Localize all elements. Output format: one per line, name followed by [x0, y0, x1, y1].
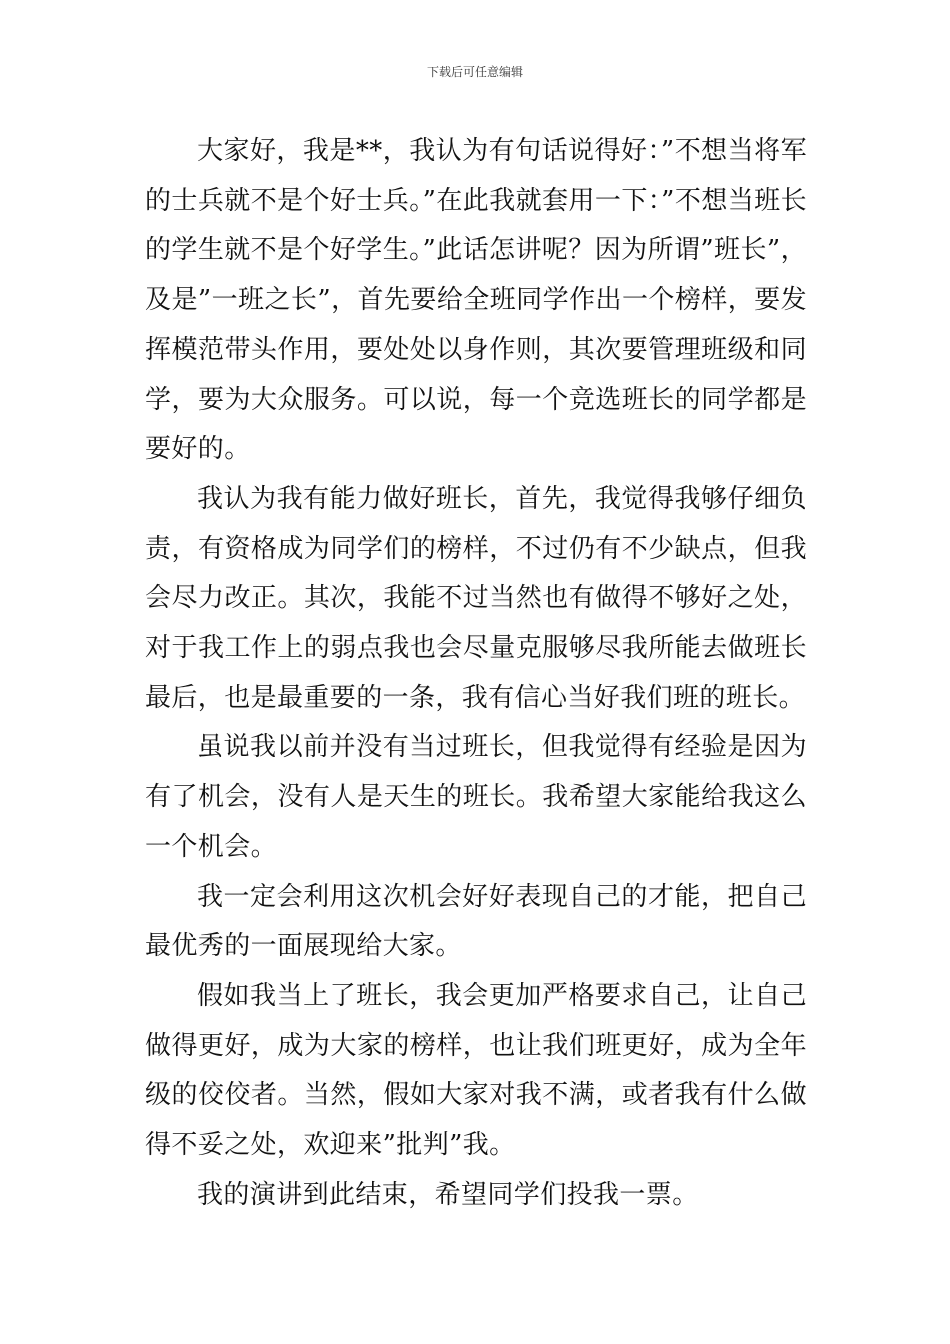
- paragraph-4: 我一定会利用这次机会好好表现自己的才能，把自己最优秀的一面展现给大家。: [145, 881, 807, 962]
- paragraph-1: 大家好，我是**，我认为有句话说得好：”不想当将军的士兵就不是个好士兵。”在此我就套用一下：”不想当班长的学生就不是个好学生。”此话怎讲呢？因为所谓”班长”，及是”一班之长”，首先要给全班同学作出一个榜样，要发挥模范带头作用，要处处以身作则，其次要管理班级和同学，要为大众服务。可以说，每一个竞选班长的同学都是要好的。: [145, 136, 807, 465]
- speech-body: [145, 127, 807, 1220]
- page-header: 下载后可任意编辑: [426, 65, 523, 79]
- paragraph-6: 我的演讲到此结束，希望同学们投我一票。: [197, 1179, 699, 1210]
- paragraph-5: 假如我当上了班长，我会更加严格要求自己，让自己做得更好，成为大家的榜样，也让我们班更好，成为全年级的佼佼者。当然，假如大家对我不满，或者我有什么做得不妥之处，欢迎来”批判”我。: [145, 980, 807, 1161]
- paragraph-2: 我认为我有能力做好班长，首先，我觉得我够仔细负责，有资格成为同学们的榜样，不过仍有不少缺点，但我会尽力改正。其次，我能不过当然也有做得不够好之处，对于我工作上的弱点我也会尽量克服够尽我所能去做班长最后，也是最重要的一条，我有信心当好我们班的班长。: [145, 483, 807, 713]
- paragraph-3: 虽说我以前并没有当过班长，但我觉得有经验是因为有了机会，没有人是天生的班长。我希望大家能给我这么一个机会。: [145, 732, 807, 862]
